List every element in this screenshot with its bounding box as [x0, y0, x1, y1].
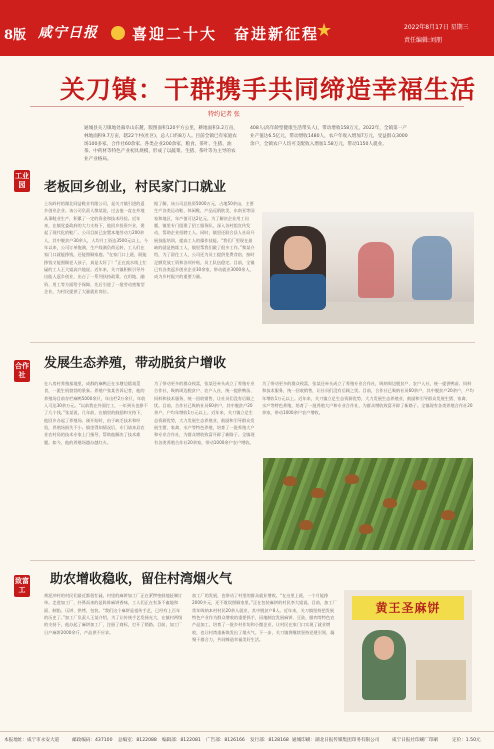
photo-worker — [412, 236, 452, 300]
intro-right: 408人(高年龄型健康生活带头人)，带动增收158万元，2022年，全镇第一产业产值达6.5亿元，带动增收1480人，农户年收入增加7万元，受益群众3000余户，全镇农户人均可支配收入增加1.58万元，带动1150人就业。 — [250, 126, 408, 147]
slogan: 喜迎二十大 奋进新征程 — [132, 25, 320, 43]
biscuit-workshop-photo — [344, 590, 472, 712]
footer-item: 发行部：8128168 — [250, 738, 289, 743]
issue-date: 2022年8月17日 星期三 — [404, 24, 469, 31]
photo-banner: 黄王圣麻饼 — [352, 596, 464, 620]
photo-grass — [263, 458, 473, 550]
section-text: 为了带动更多的群众致富，张某还牵头成立了养殖专业合作社，吸纳周边脱贫户、农户入社，统一提供鸭苗、饲料和技术服务，统一回收销售，让社员们没有后顾之忧。目前，合作社已吸纳社员60余户，其中脱贫户20余户，户均年增收1万元以上。近年来，关刀镇立足生态资源优势，大力发展生态养殖业，鼓励和引导群众发展生猪、家禽、水产等特色养殖，培育了一批养殖大户和专业合作社，为群众增收致富开辟了新路子。全镇现有各类养殖合作社20余家，带动1000余户农户增收。 — [154, 381, 255, 445]
section-text: 加工厂的发展，也带动了村里的群众就业增收。“在这里上班，一个月能挣2000多元，还不耽误照顾家里。”正在包装麻饼的村民李大姐说。目前，加工厂常年吸纳本村村民20余人就业，其中脱贫户8人。近年来，关刀镇坚持把发展特色产业作为群众增收的重要抓手，因地制宜发展麻饼、豆豉、腊肉等特色农产品加工，培育了一批乡村作坊和小微企业，让村民在家门口实现了就业增收，也让村湾重新焕发出了烟火气。下一步，关刀镇将继续坚持党建引领，凝聚干群合力，共同缔造幸福美好生活。 — [192, 593, 337, 643]
photo-duck — [311, 488, 325, 498]
party-emblem-icon — [111, 26, 125, 40]
footer-item: 广告部：8126166 — [206, 738, 245, 743]
editor: 责任编辑:刘朋 — [404, 37, 443, 44]
headline-divider — [30, 106, 464, 107]
section-text: 据了解，该公司总投资5000万元，占地50余亩，主要生产各类运动鞋、休闲鞋，产品远销欧美、东南亚等国家和地区，年产值可达2亿元。为了解决企业用工问题，镇里专门组建了招工服务队，深入各村组宣传发动，帮助企业招聘工人。同时，镇里还联合县人社局开展技能培训，提高工人的操作技能。“我们厂里现在最缺的就是熟练工人，镇里帮我们做了很多工作。”黎某介绍，为了留住工人，公司还为员工提供免费食宿，按时足额发放工资和各项补贴，员工队伍稳定。目前，全镇已有各类返乡创业企业30余家，带动就业3000余人，成为乡村振兴的重要力量。 — [154, 201, 255, 280]
photo-duck — [283, 476, 297, 486]
section-text: 为了带动更多的群众致富，张某还牵头成立了养殖专业合作社，吸纳周边脱贫户、农户入社，统一提供鸭苗、饲料和技术服务，统一回收销售，让社员们没有后顾之忧。目前，合作社已吸纳社员60余户，其中脱贫户20余户，户均年增收1万元以上。近年来，关刀镇立足生态资源优势，大力发展生态养殖业，鼓励和引导群众发展生猪、家禽、水产等特色养殖，培育了一批养殖大户和专业合作社，为群众增收致富开辟了新路子。全镇现有各类养殖合作社20余家，带动1000余户农户增收。 — [262, 381, 474, 416]
footer-item: 咸宁日报社印刷厂印刷 — [392, 738, 438, 743]
duck-farm-photo — [263, 458, 473, 550]
reporter-line: 特约记者 张 — [208, 111, 240, 118]
section-title: 发展生态养殖，带动脱贫户增收 — [44, 356, 227, 371]
section-divider — [30, 560, 475, 561]
factory-workers-photo — [262, 212, 474, 324]
photo-duck — [441, 510, 455, 520]
section-text: 在八房村养殖基地里，成群的麻鸭正在水塘边嬉戏觅食，一派生机勃勃的景象。养殖户张某告诉记者，他的养殖场目前存栏麻鸭5000余只，年出栏2万余只，年收入可达30余万元。“以前我在外面打工，一年到头也挣不了几个钱。”张某说，几年前，在镇里的鼓励和支持下，他回乡办起了养殖场。刚开始时，由于缺乏技术和经验，养殖场损失不小。镇里得知情况后，专门请来县农业农村局的技术专家上门指导，帮助他解决了技术难题。如今，他的养殖场越办越红火。 — [44, 381, 148, 445]
footer-item: 邮政编码：437100 — [72, 738, 113, 743]
photo-worker — [358, 242, 394, 298]
page-number: 8版 — [4, 28, 27, 43]
footer — [0, 731, 494, 749]
section-text: 黄泥冲村的村民们最近都很忙碌，村里的麻饼加工厂正在紧锣密鼓地赶制订单。走进加工厂，扑鼻而来的是阵阵麻饼香味，工人们正在有条不紊地和面、制馅、压饼、烘烤、包装。“我们这个麻饼是祖传手艺，已经有上百年的历史了。”加工厂负责人王某介绍，为了让传统手艺发扬光大，在镇村两级的支持下，他办起了麻饼加工厂，注册了商标，打开了销路。目前，加工厂日产麻饼2000余斤，产品供不应求。 — [44, 593, 183, 635]
section-tag: 合作社 — [14, 360, 30, 382]
intro-left: 通城县关刀镇地处幕阜山东麓，版图面积120平方公里，耕地面积3.2万亩，林地面积9.7万亩，辖22个村(社区)，总人口约8万人。目前全镇已有家庭农场100多家、合作社60余家、各类企业200余家，粮食、茶叶、生猪、油茶、中药材等特色产业初具规模，形成了以蔬菜、生猪、茶叶等为主导的农业产业格局。 — [84, 126, 238, 163]
section-title: 助农增收稳收，留住村湾烟火气 — [50, 572, 233, 587]
photo-duck — [383, 498, 397, 508]
section-divider — [30, 342, 475, 343]
footer-item: 本报地址：咸宁市永安大道 — [4, 738, 60, 743]
headline: 关刀镇：干群携手共同缔造幸福生活 — [60, 75, 477, 104]
photo-duck — [359, 524, 373, 534]
photo-worker — [362, 630, 406, 700]
photo-duck — [413, 480, 427, 490]
footer-item: 通城印刷：湖北日报传媒集团印务有限公司 — [292, 738, 380, 743]
photo-duck — [345, 474, 359, 484]
section-text: 上坑岭村的湖北同益鞋业有限公司，是关刀镇引进的返乡创业企业。该公司负责人黎某说，过去他一直在外地从事鞋业生产，积累了一定的资金和技术经验。近年来，在镇党委政府的大力支持下，他回乡投资兴业，建起了现代化的鞋厂。公司目前已安置本地劳动力200余人，其中脱贫户30余人，人均月工资达3500元以上。今年以来，公司订单饱满，生产线满负荷运转，工人们在家门口就能挣钱，还能照顾家庭。“在家门口上班，既能挣钱又能照顾老人孩子，真是太好了！”正在流水线上忙碌的工人王大姐高兴地说。近年来，关刀镇积极引导外出能人返乡创业，出台了一系列扶持政策，在用地、融资、用工等方面给予保障，先后引进了一批劳动密集型企业，为村民提供了大量就业岗位。 — [44, 201, 148, 295]
photo-duck — [299, 520, 313, 530]
footer-item: 定价：1.50元 — [452, 738, 481, 743]
footer-item: 总编室：8122088 — [118, 738, 157, 743]
star-icon: ★ — [316, 20, 333, 41]
section-tag: 工业园 — [14, 170, 30, 192]
newspaper-name: 咸宁日报 — [38, 25, 98, 41]
photo-worker — [270, 226, 326, 310]
section-title: 老板回乡创业，村民家门口就业 — [44, 180, 227, 195]
photo-box — [416, 660, 466, 700]
footer-item: 编辑部：8122081 — [162, 738, 201, 743]
section-tag: 致富工 — [14, 575, 30, 597]
